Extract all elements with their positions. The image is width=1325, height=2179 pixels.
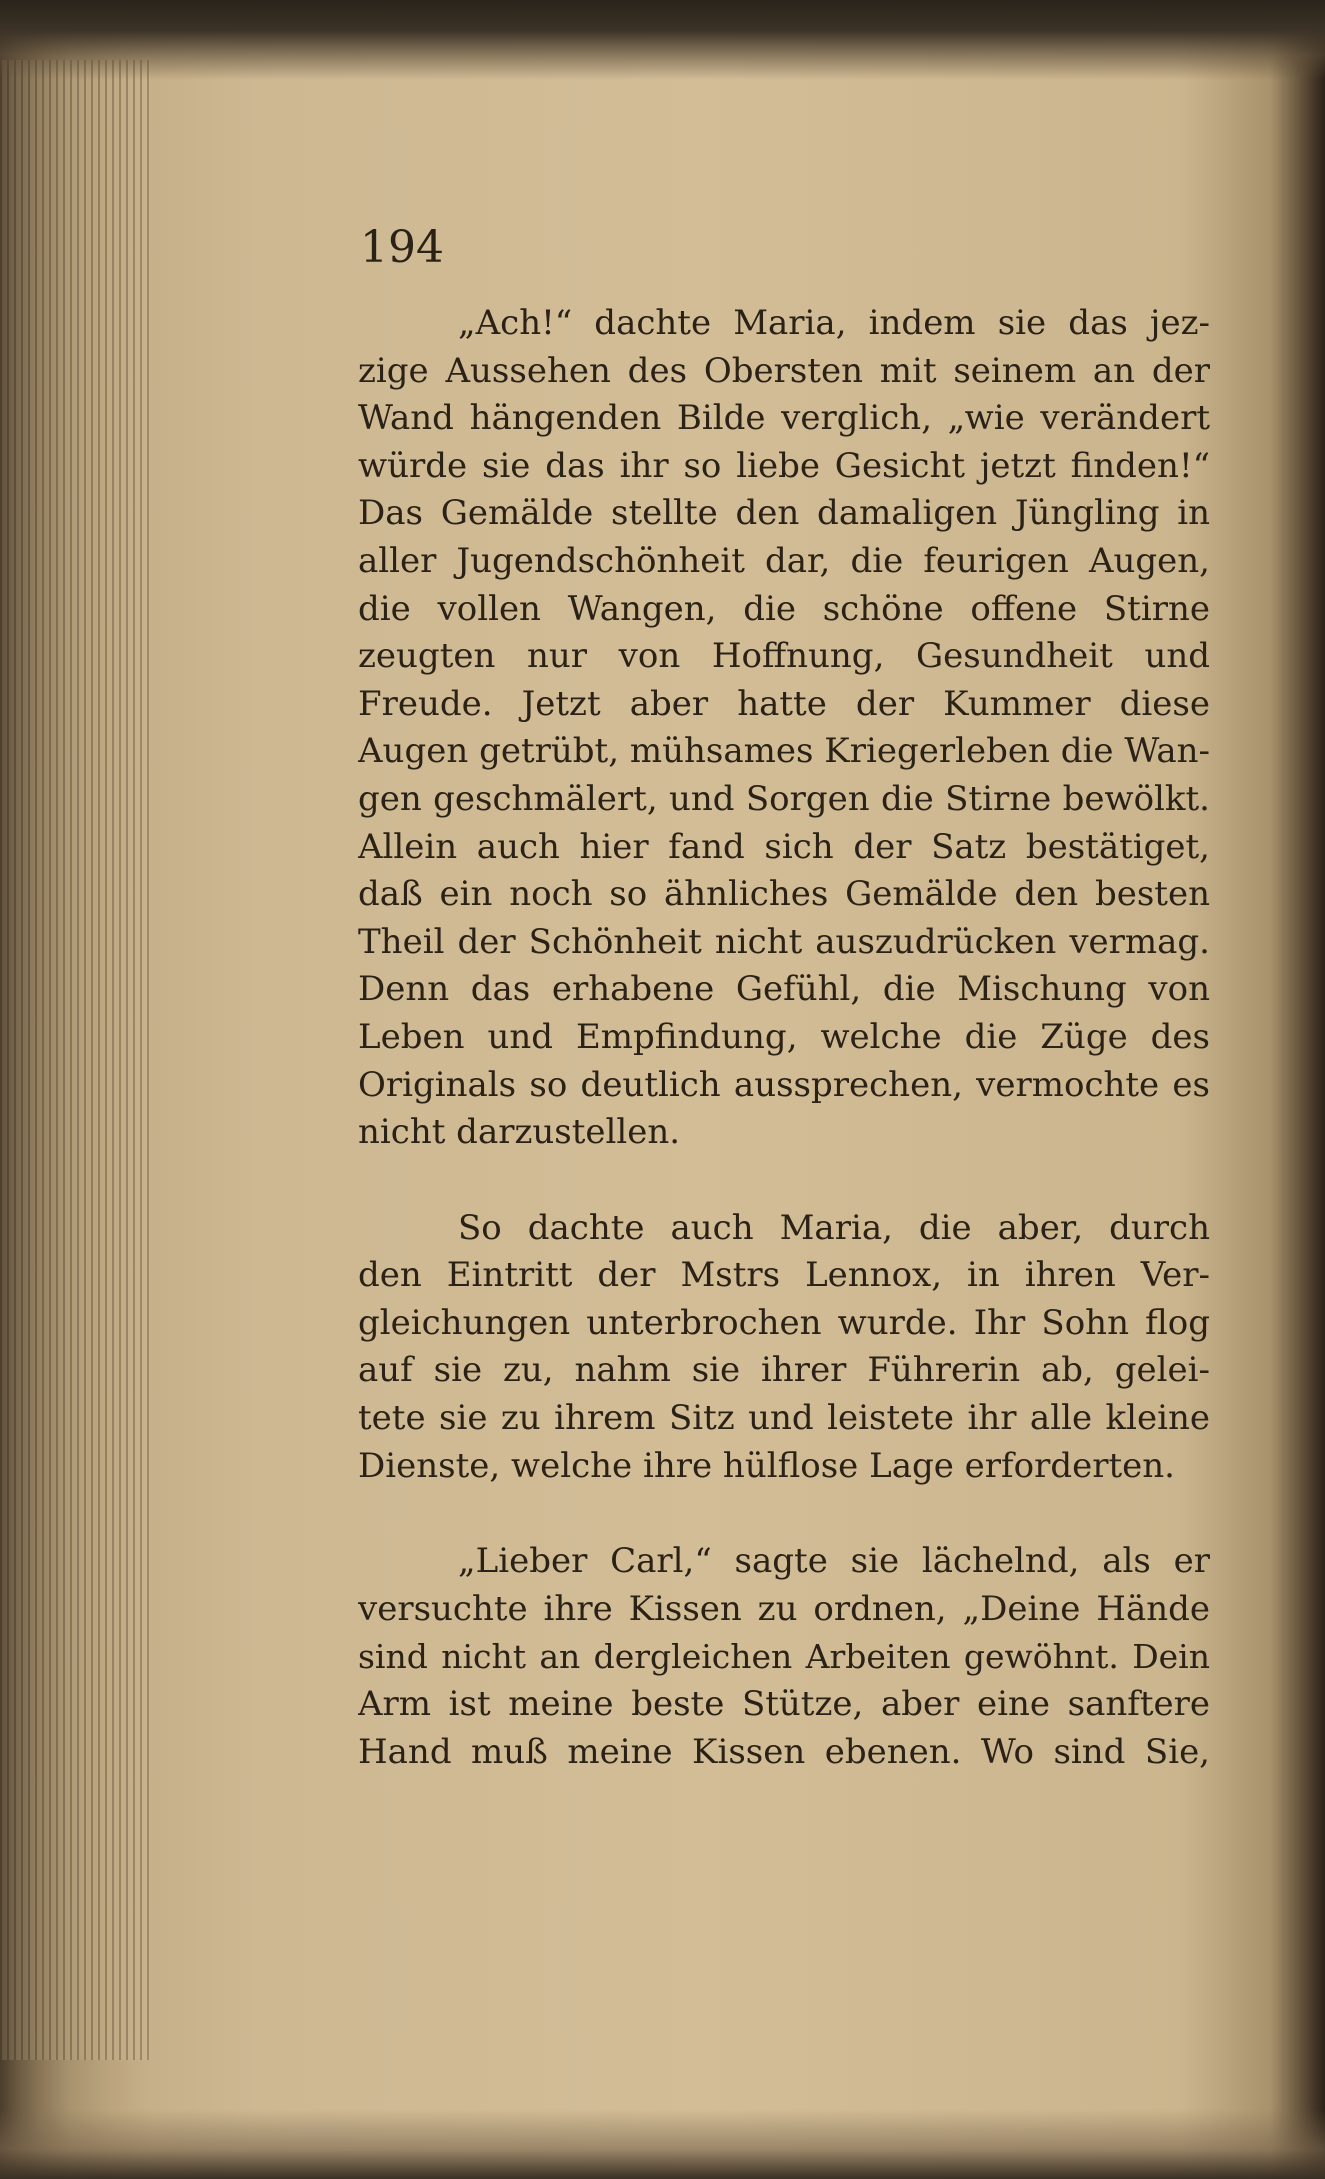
text-line: Freude. Jetzt aber hatte der Kummer diese [358, 683, 1210, 724]
text-line: So dachte auch Maria, die aber, durch [458, 1207, 1210, 1248]
paragraph-gap [358, 1157, 1210, 1205]
text-line: Dienste, welche ihre hülflose Lage erforderten. [358, 1445, 1175, 1486]
text-line: Arm ist meine beste Stütze, aber eine sanftere [358, 1684, 1210, 1725]
text-line: sind nicht an dergleichen Arbeiten gewöhnt. Dein [358, 1637, 1210, 1677]
text-line: auf sie zu, nahm sie ihrer Führerin ab, gelei- [358, 1350, 1210, 1391]
text-line: den Eintritt der Mstrs Lennox, in ihren Ver- [358, 1255, 1210, 1296]
text-line: daß ein noch so ähnliches Gemälde den besten [358, 874, 1210, 915]
page-number: 194 [360, 222, 444, 273]
text-line: nicht darzustellen. [358, 1112, 681, 1153]
text-line: gen geschmälert, und Sorgen die Stirne bewölkt. [358, 778, 1210, 819]
text-line: versuchte ihre Kissen zu ordnen, „Deine Hände [358, 1588, 1210, 1629]
top-shadow [0, 0, 1325, 80]
text-line: „Lieber Carl,“ sagte sie lächelnd, als er [458, 1541, 1210, 1582]
text-line: Allein auch hier fand sich der Satz bestätiget, [358, 826, 1210, 867]
text-line: würde sie das ihr so liebe Gesicht jetzt finden!“ [358, 445, 1210, 486]
paragraph-2 [358, 1205, 1210, 1491]
paragraph-1 [358, 300, 1210, 1157]
page-text [358, 300, 1210, 1776]
text-line: aller Jugendschönheit dar, die feurigen Augen, [358, 540, 1210, 581]
text-line: Denn das erhabene Gefühl, die Mischung von [358, 969, 1210, 1010]
text-line: Theil der Schönheit nicht auszudrücken vermag. [358, 921, 1210, 962]
paragraph-3 [358, 1538, 1210, 1776]
text-line: Hand muß meine Kissen ebenen. Wo sind Sie, [358, 1731, 1210, 1772]
text-line: Augen getrübt, mühsames Kriegerleben die Wan- [358, 731, 1210, 772]
text-line: Originals so deutlich aussprechen, vermochte es [358, 1064, 1210, 1105]
bottom-shadow [0, 2109, 1325, 2179]
text-line: gleichungen unterbrochen wurde. Ihr Sohn flog [358, 1302, 1210, 1343]
text-line: tete sie zu ihrem Sitz und leistete ihr alle kleine [358, 1398, 1210, 1439]
text-line: „Ach!“ dachte Maria, indem sie das jez- [458, 303, 1210, 343]
text-line: die vollen Wangen, die schöne offene Stirne [358, 588, 1210, 629]
text-line: zige Aussehen des Obersten mit seinem an der [358, 350, 1210, 391]
text-line: Wand hängenden Bilde verglich, „wie verändert [358, 398, 1210, 439]
text-line: zeugten nur von Hoffnung, Gesundheit und [358, 636, 1210, 677]
page-edges [0, 60, 150, 2060]
paragraph-gap [358, 1490, 1210, 1538]
text-line: Das Gemälde stellte den damaligen Jüngling in [358, 493, 1210, 534]
text-line: Leben und Empfindung, welche die Züge des [358, 1016, 1210, 1057]
